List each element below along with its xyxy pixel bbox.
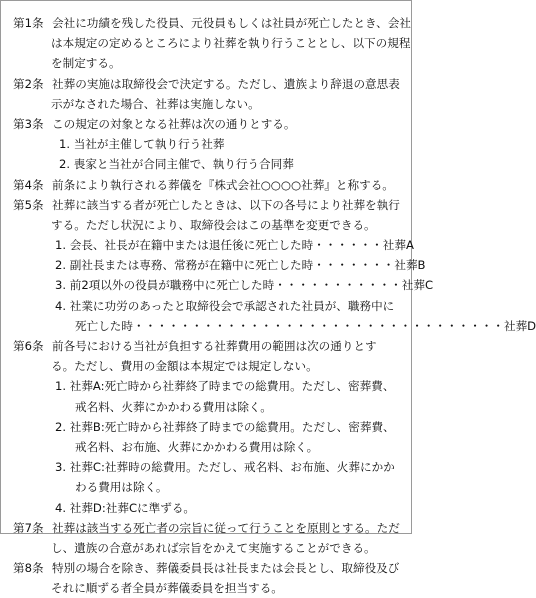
article-text: 前各号における当社が負担する社葬費用の範囲は次の通りとす <box>52 339 377 353</box>
article-5-item-4 <box>13 296 403 316</box>
article-number: 第7条 <box>13 520 44 535</box>
list-item: 4. 社葬D:社葬Cに準ずる。 <box>55 500 196 515</box>
article-number: 第8条 <box>13 561 44 576</box>
article-text: 社葬の実施は取締役会で決定する。ただし、遺族より辞退の意思表 <box>52 76 400 91</box>
article-2-line-2 <box>13 94 403 114</box>
article-5-item-4-cont <box>13 316 536 336</box>
list-item: 1. 会長、社長が在籍中または退任後に死亡した時・・・・・・社葬A <box>55 238 414 253</box>
article-3-item-1 <box>13 134 403 154</box>
list-item: 3. 前2項以外の役員が職務中に死亡した時・・・・・・・・・・・社葬C <box>55 278 434 293</box>
article-3-line-1 <box>13 114 403 134</box>
list-item: 2. 副社長または専務、常務が在籍中に死亡した時・・・・・・・社葬B <box>55 258 426 273</box>
article-number: 第3条 <box>13 116 44 131</box>
article-7-line-1 <box>13 518 403 538</box>
article-4-line-1 <box>13 175 403 195</box>
article-6-item-1 <box>13 376 403 396</box>
article-text: を制定する。 <box>51 56 121 71</box>
article-5-line-2 <box>13 215 403 235</box>
article-text: 前条により執行される葬儀を『株式会社○○○○社葬』と称する。 <box>52 177 394 192</box>
list-item-continuation: わる費用は除く。 <box>75 480 168 495</box>
list-item: 4. 社業に功労のあったと取締役会で承認された社員が、職務中に <box>55 298 395 313</box>
article-3-item-2 <box>13 154 403 174</box>
list-item-continuation: 戒名料、お布施、火葬にかかわる費用は除く。 <box>75 439 319 454</box>
article-number: 第6条 <box>13 339 44 353</box>
article-6-item-3-cont <box>13 477 403 497</box>
article-text: それに順ずる者全員が葬儀委員を担当する。 <box>51 581 283 596</box>
list-item: 1. 当社が主催して執り行う社葬 <box>59 137 225 152</box>
article-6-item-1-cont <box>13 397 403 417</box>
article-1-line-2 <box>13 33 411 53</box>
article-7-line-2 <box>13 538 403 558</box>
article-6-item-4 <box>13 498 403 518</box>
article-5-item-2 <box>13 255 426 275</box>
list-item: 2. 社葬B:死亡時から社葬終了時までの総費用。ただし、密葬費、 <box>55 419 395 434</box>
list-item: 3. 社葬C:社葬時の総費用。ただし、戒名料、お布施、火葬にかか <box>55 460 395 475</box>
list-item: 1. 社葬A:死亡時から社葬終了時までの総費用。ただし、密葬費、 <box>55 379 395 394</box>
article-text: は本規定の定めるところにより社葬を執り行うこととし、以下の規程 <box>51 36 411 51</box>
article-5-item-3 <box>13 275 434 295</box>
article-text: 会社に功績を残した役員、元役員もしくは社員が死亡したとき、会社 <box>52 16 411 30</box>
article-2-line-1 <box>13 74 403 94</box>
article-1-line-1 <box>13 13 411 33</box>
article-6-item-2 <box>13 417 403 437</box>
article-6-item-2-cont <box>13 437 403 457</box>
article-6-item-3 <box>13 457 403 477</box>
article-8-line-2 <box>13 578 403 598</box>
article-5-line-1 <box>13 195 403 215</box>
article-6-line-1 <box>13 336 403 356</box>
list-item: 2. 喪家と当社が合同主催で、執り行う合同葬 <box>59 157 294 172</box>
article-text: し、遺族の合意があれば宗旨をかえて実施することができる。 <box>51 540 376 555</box>
article-text: この規定の対象となる社葬は次の通りとする。 <box>52 116 296 131</box>
article-text: 特別の場合を除き、葬儀委員長は社長または会長とし、取締役及び <box>52 561 400 576</box>
list-item-continuation: 戒名料、火葬にかかわる費用は除く。 <box>75 399 272 414</box>
article-text: 社葬は該当する死亡者の宗旨に従って行うことを原則とする。ただ <box>52 520 400 535</box>
article-1-line-3 <box>13 53 403 73</box>
article-text: る。ただし、費用の金額は本規定では規定しない。 <box>51 359 318 374</box>
article-number: 第5条 <box>13 197 44 212</box>
article-5-item-1 <box>13 235 414 255</box>
article-8-line-1 <box>13 558 403 578</box>
article-6-line-2 <box>13 356 403 376</box>
article-number: 第1条 <box>13 16 44 30</box>
article-number: 第4条 <box>13 177 44 192</box>
article-number: 第2条 <box>13 76 44 91</box>
list-item-continuation: 死亡した時・・・・・・・・・・・・・・・・・・・・・・・・・・・・・・・・社葬D <box>75 318 536 333</box>
article-text: 社葬に該当する者が死亡したときは、以下の各号により社葬を執行 <box>52 197 400 212</box>
article-text: する。ただし状況により、取締役会はこの基準を変更できる。 <box>51 217 376 232</box>
article-text: 示がなされた場合、社葬は実施しない。 <box>51 96 260 111</box>
regulation-text <box>13 13 536 598</box>
